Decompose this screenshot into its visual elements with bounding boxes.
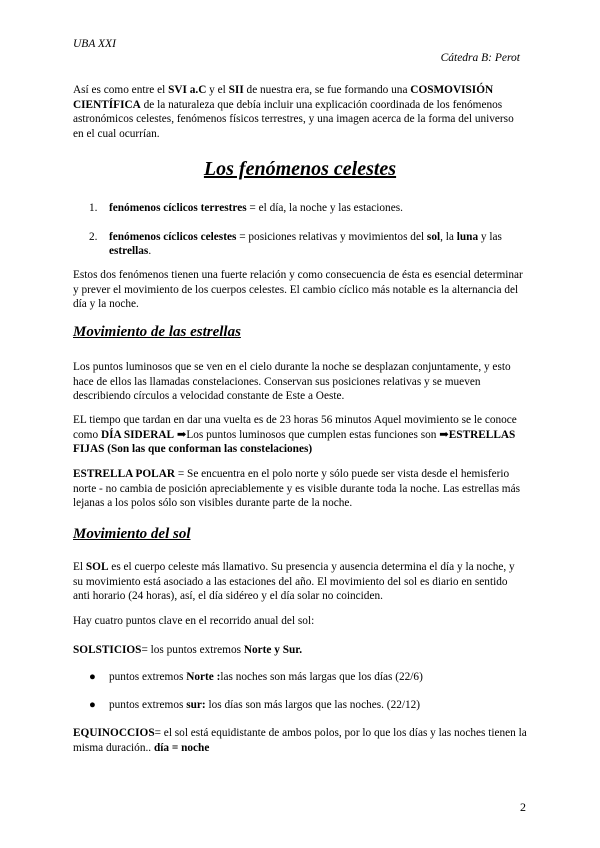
header-course: UBA XXI bbox=[73, 38, 116, 50]
stars-paragraph-1: Los puntos luminosos que se ven en el cielo durante la noche se desplazan conjuntamente, y esto hace de ellos las llamadas constelaciones. Conservan sus posiciones relativas y se mueven describiendo círculos a velocidad constante de Este a Oeste. bbox=[73, 361, 511, 402]
list-item: ● puntos extremos Norte :las noches son más largas que los días (22/6) bbox=[89, 671, 423, 683]
list-item: 2. fenómenos cíclicos celestes = posiciones relativas y movimientos del sol, la luna y las estrellas. bbox=[89, 230, 502, 257]
section-heading-sun: Movimiento del sol bbox=[73, 526, 191, 542]
sun-paragraph-1: El SOL es el cuerpo celeste más llamativo. Su presencia y ausencia determina el día y la noche, y su movimiento está asociado a las estaciones del año. El movimiento del sol es diario en sentido anti horario (24 horas), así, el día sidéreo y el día solar no coinciden. bbox=[73, 561, 515, 602]
solstice-bullets bbox=[73, 670, 527, 712]
arrow-icon: ➡ bbox=[176, 428, 187, 441]
header-chair: Cátedra B: Perot bbox=[440, 52, 520, 64]
intro-paragraph: Así es como entre el SVI a.C y el SII de nuestra era, se fue formando una COSMOVISIÓN CIENTÍFICA de la naturaleza que debía incluir una explicación coordinada de los fenómenos astronómicos celestes, fenómenos físicos terrestres, y una imagen acerca de la forma del universo en el cual ocurrían. bbox=[73, 84, 514, 140]
page-title: Los fenómenos celestes bbox=[203, 158, 397, 180]
page-number: 2 bbox=[520, 800, 526, 814]
equinoxes-paragraph: EQUINOCCIOS= el sol está equidistante de ambos polos, por lo que los días y las noches tienen la misma duración.. día = noche bbox=[73, 727, 527, 754]
sun-paragraph-2: Hay cuatro puntos clave en el recorrido anual del sol: bbox=[73, 615, 315, 627]
section-heading-stars: Movimiento de las estrellas bbox=[73, 324, 241, 340]
arrow-icon: ➡ bbox=[439, 428, 449, 441]
relation-paragraph: Estos dos fenómenos tienen una fuerte relación y como consecuencia de ésta es esencial determinar y prever el movimiento de los cuerpos celestes. El cambio cíclico más notable es la alternancia del día y la noche. bbox=[73, 269, 523, 310]
list-item: 1. fenómenos cíclicos terrestres = el día, la noche y las estaciones. bbox=[89, 202, 403, 214]
stars-paragraph-2: EL tiempo que tardan en dar una vuelta es de 23 horas 56 minutos Aquel movimiento se le conoce como DÍA SIDERAL ➡Los puntos luminosos que cumplen estas funciones son ➡ESTRELLAS FIJAS (Son las que conforman las constelaciones) bbox=[73, 414, 517, 455]
list-item: ● puntos extremos sur: los días son más largos que las noches. (22/12) bbox=[89, 698, 421, 711]
stars-paragraph-3: ESTRELLA POLAR = Se encuentra en el polo norte y sólo puede ser vista desde el hemisferio norte - no cambia de posición apreciablemente y es visible durante toda la noche. Las estrellas más lejanas a los polos sólo son visibles durante parte de la noche. bbox=[73, 468, 521, 509]
bullet-icon: ● bbox=[89, 671, 96, 683]
phenomena-list bbox=[73, 201, 527, 259]
solstices-line: SOLSTICIOS= los puntos extremos Norte y Sur. bbox=[73, 644, 303, 656]
bullet-icon: ● bbox=[89, 698, 96, 711]
